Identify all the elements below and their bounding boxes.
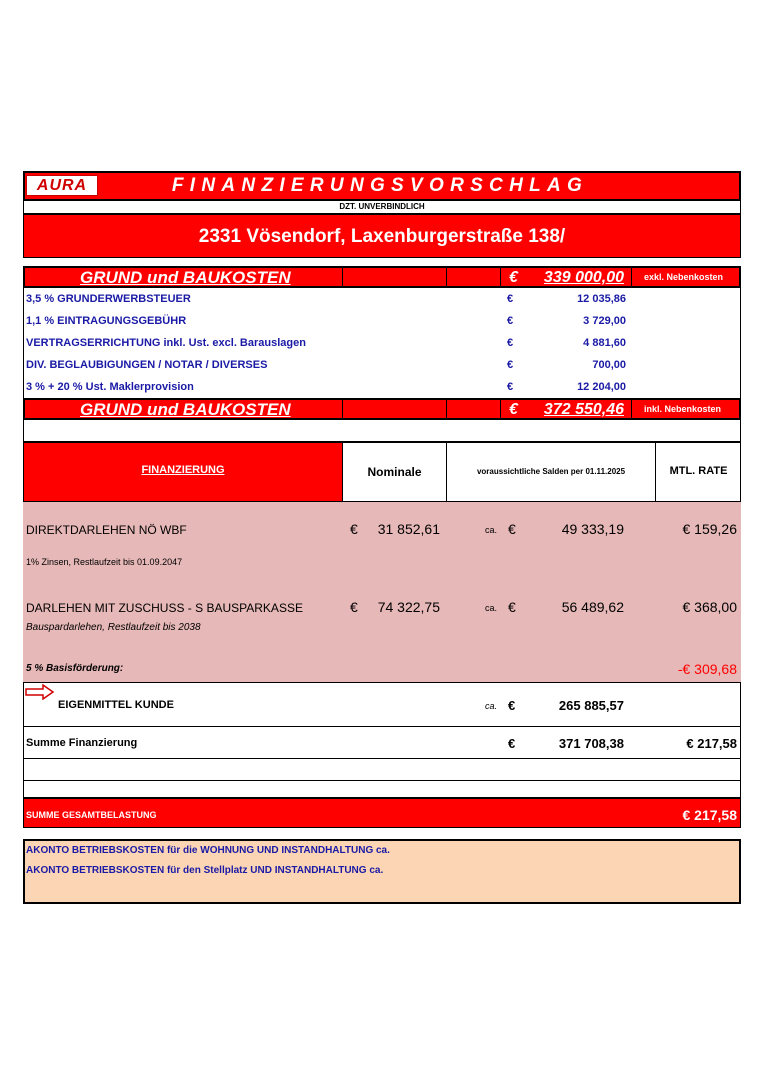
sum-label: Summe Finanzierung [26, 737, 138, 749]
loan2-nominal: 74 322,75 [377, 599, 440, 615]
base-cost-note: exkl. Nebenkosten [644, 272, 724, 282]
total-cost-note: inkl. Nebenkosten [644, 404, 722, 414]
loan2-balance-currency: € [508, 599, 516, 615]
total-cost-value: 372 550,46 [543, 401, 624, 418]
address-banner: 2331 Vösendorf, Laxenburgerstraße 138/ [23, 214, 741, 258]
subtitle: DZT. UNVERBINDLICH [23, 200, 741, 214]
divider [500, 398, 501, 420]
divider [342, 398, 343, 420]
cost-item-value: 12 035,86 [577, 293, 626, 305]
aura-logo: AURA [26, 175, 98, 196]
loan1-nominal-currency: € [350, 521, 358, 537]
financing-header-label: FINANZIERUNG [141, 464, 225, 476]
subsidy-label: 5 % Basisförderung: [26, 663, 124, 674]
loan1-note: 1% Zinsen, Restlaufzeit bis 01.09.2047 [26, 557, 183, 567]
loan1-rate: € 159,26 [682, 521, 737, 537]
sum-value: 371 708,38 [558, 736, 624, 751]
cost-item-currency: € [507, 293, 514, 305]
operating-cost-parking: AKONTO BETRIEBSKOSTEN für den Stellplatz UND INSTANDHALTUNG ca. [26, 865, 384, 876]
cost-item-value: 12 204,00 [577, 381, 626, 393]
operating-cost-apartment: AKONTO BETRIEBSKOSTEN für die WOHNUNG UND INSTANDHALTUNG ca. [26, 845, 390, 856]
balance-header: voraussichtliche Salden per 01.11.2025 [476, 467, 626, 476]
total-cost-currency: € [509, 401, 518, 418]
cost-item-currency: € [507, 359, 514, 371]
cost-item-label: DIV. BEGLAUBIGUNGEN / NOTAR / DIVERSES [26, 359, 268, 371]
cost-item-label: VERTRAGSERRICHTUNG inkl. Ust. excl. Barauslagen [26, 337, 306, 349]
base-cost-value: 339 000,00 [543, 269, 624, 286]
loan1-balance-currency: € [508, 521, 516, 537]
loan2-rate: € 368,00 [682, 599, 737, 615]
divider [342, 266, 343, 288]
loan1-nominal: 31 852,61 [377, 521, 440, 537]
spacer-row [23, 420, 741, 442]
equity-ca: ca. [485, 701, 498, 711]
sum-rate: € 217,58 [686, 736, 737, 751]
divider [500, 266, 501, 288]
loan1-label: DIREKTDARLEHEN NÖ WBF [26, 523, 187, 537]
divider [446, 398, 447, 420]
cost-item-value: 3 729,00 [583, 315, 626, 327]
empty-row [23, 781, 741, 798]
divider [446, 266, 447, 288]
loan2-nominal-currency: € [350, 599, 358, 615]
page-title: FINANZIERUNGSVORSCHLAG [171, 175, 589, 196]
total-cost-label: GRUND und BAUKOSTEN [80, 400, 291, 419]
equity-currency: € [508, 698, 516, 713]
arrow-right-icon [25, 684, 55, 700]
loan2-balance: 56 489,62 [561, 599, 624, 615]
cost-item-currency: € [507, 381, 514, 393]
loan2-ca: ca. [485, 603, 498, 613]
cost-item-currency: € [507, 337, 514, 349]
sum-currency: € [508, 736, 516, 751]
rate-header: MTL. RATE [669, 465, 728, 477]
loan1-balance: 49 333,19 [561, 521, 624, 537]
equity-value: 265 885,57 [558, 698, 624, 713]
loan2-note: Bauspardarlehen, Restlaufzeit bis 2038 [26, 622, 201, 633]
base-cost-label: GRUND und BAUKOSTEN [80, 268, 291, 287]
nominal-header: Nominale [367, 465, 422, 479]
cost-item-value: 700,00 [592, 359, 626, 371]
equity-label: EIGENMITTEL KUNDE [58, 699, 174, 711]
base-cost-currency: € [509, 269, 518, 286]
cost-item-currency: € [507, 315, 514, 327]
divider [631, 398, 632, 420]
loan2-label: DARLEHEN MIT ZUSCHUSS - S BAUSPARKASSE [26, 601, 303, 615]
subsidy-rate: -€ 309,68 [677, 661, 737, 677]
empty-row [23, 759, 741, 781]
total-burden-rate: € 217,58 [682, 807, 737, 823]
cost-item-value: 4 881,60 [583, 337, 626, 349]
cost-item-label: 1,1 % EINTRAGUNGSGEBÜHR [26, 315, 187, 327]
divider [631, 266, 632, 288]
cost-item-label: 3,5 % GRUNDERWERBSTEUER [26, 293, 191, 305]
total-burden-label: SUMME GESAMTBELASTUNG [26, 810, 157, 820]
cost-item-label: 3 % + 20 % Ust. Maklerprovision [26, 381, 194, 393]
loan1-ca: ca. [485, 525, 498, 535]
